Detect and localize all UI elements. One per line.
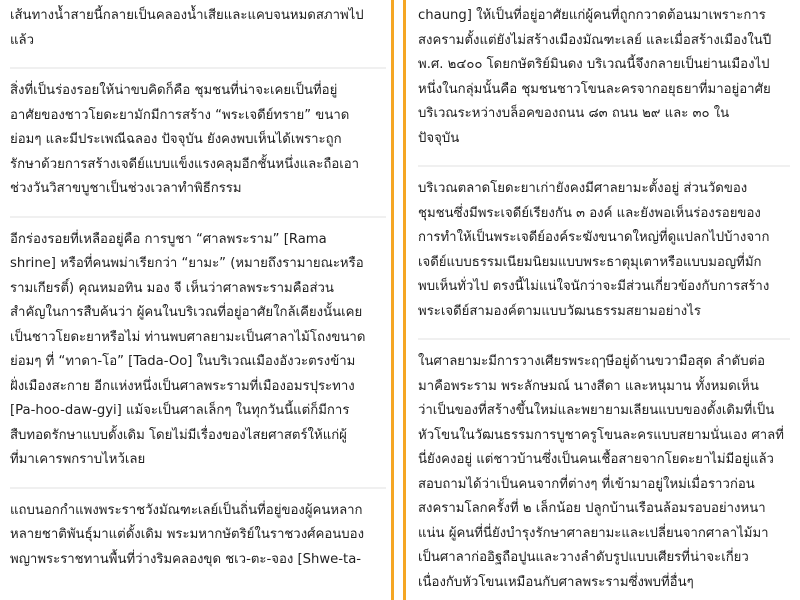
right-column bbox=[406, 0, 800, 600]
paragraph-divider bbox=[10, 487, 386, 489]
right-paragraph-1: chaung] ให้เป็นที่อยู่อาศัยแก่ผู้คนที่ถูกกวาดต้อนมาเพราะการ สงครามตั้งแต่ยังไม่สร้างเมืองมัณฑะเลย์ และเมื่อสร้างเมืองในปี พ.ศ. ๒๔๐๐ โดยกษัตริย์มินดง บริเวณนี้จึงกลายเป็นย่านเมืองไป หนึ่งในกลุ่มนั้นคือ ชุมชนชาวโขนละครจากอยุธยาที่มาอยู่อาศัย บริเวณระหว่างบล็อคของถนน ๘๓ ถนน ๒๙ และ ๓๐ ใน ปัจจุบัน bbox=[418, 8, 772, 146]
left-column-border bbox=[391, 0, 394, 600]
paragraph-divider bbox=[418, 338, 790, 340]
left-paragraph-1: เส้นทางน้ำสายนี้กลายเป็นคลองน้ำเสียและแคบจนหมดสภาพไป แล้ว bbox=[10, 8, 364, 48]
left-paragraph-4: แถบนอกกำแพงพระราชวังมัณฑะเลย์เป็นถิ่นที่อยู่ของผู้คนหลาก หลายชาติพันธุ์มาแต่ดั้งเดิม พระมหากษัตริย์ในราชวงศ์คอนบอง พญาพระราชทานพื้นที่ว่างริมคลองขุด ชเว-ตะ-จอง [Shwe-ta- bbox=[10, 502, 365, 567]
left-paragraph-2: สิ่งที่เป็นร่องรอยให้น่าขบคิดก็คือ ชุมชนที่น่าจะเคยเป็นที่อยู่ อาศัยของชาวโยดะยามักมีการสร้าง “พระเจดีย์ทราย” ขนาด ย่อมๆ และมีประเพณีฉลอง ปัจจุบัน ยังคงพบเห็นได้เพราะถูก รักษาด้วยการสร้างเจดีย์แบบแข็งแรงคลุมอีกชั้นหนึ่งและถือเอา ช่วงวันวิสาขบูชาเป็นช่วงเวลาทำพิธีกรรม bbox=[10, 83, 360, 196]
right-paragraph-2: บริเวณตลาดโยดะยาเก่ายังคงมีศาลยามะตั้งอยู่ ส่วนวัดของ ชุมชนซึ่งมีพระเจดีย์เรียงกัน ๓ องค์ และยังพอเห็นร่องรอยของ การทำให้เป็นพระเจดีย์องค์ระฆังขนาดใหญ่ที่ดูแปลกไปบ้างจาก เจดีย์แบบธรรมเนียมนิยมแบบพระธาตุมุเตาหรือแบบมอญที่มัก พบเห็นทั่วไป ตรงนี้ไม่แน่ใจนักว่าจะมีส่วนเกี่ยวข้องกับการสร้าง พระเจดีย์สามองค์ตามแบบวัฒนธรรมสยามอย่างไร bbox=[418, 181, 770, 319]
right-paragraph-3: ในศาลยามะมีการวางเศียรพระฤๅษีอยู่ด้านขวามือสุด ลำดับต่อ มาคือพระราม พระลักษมณ์ นางสีดา และหนุมาน ทั้งหมดเห็น ว่าเป็นของที่สร้างขึ้นใหม่และพยายามเลียนแบบของดั้งเดิมที่เป็น หัวโขนในวัฒนธรรมการบูชาครูโขนละครแบบสยามนั่นเอง ศาลที่ นี่ยังคงอยู่ แต่ชาวบ้านซึ่งเป็นคนเชื้อสายจากโยดะยาไม่มีอยู่แล้ว สอบถามได้ว่าเป็นคนจากที่ต่างๆ ที่เข้ามาอยู่ใหม่เมื่อราวก่อน สงครามโลกครั้งที่ ๒ เล็กน้อย ปลูกบ้านเรือนล้อมรอบอย่างหนา แน่น ผู้คนที่นี่ยังบำรุงรักษาศาลยามะและเปลี่ยนจากศาลาไม้มา เป็นศาลาก่ออิฐถือปูนและวางลำดับรูปแบบเศียรที่น่าจะเกี่ยว เนื่องกับหัวโขนเหมือนกับศาลพระรามซึ่งพบที่อื่นๆ bbox=[418, 354, 784, 590]
column-gutter bbox=[394, 0, 403, 600]
left-column bbox=[0, 0, 394, 600]
paragraph-divider bbox=[10, 216, 386, 218]
left-paragraph-3: อีกร่องรอยที่เหลืออยู่คือ การบูชา “ศาลพระราม” [Rama shrine] หรือที่คนพม่าเรียกว่า “ยามะ” (หมายถึงรามายณะหรือ รามเกียรติ์) คุณหมอทิน มอง จี เห็นว่าศาลพระรามคือส่วน สำคัญในการสืบค้นว่า ผู้คนในบริเวณที่อยู่อาศัยใกล้เคียงนั้นเคย เป็นชาวโยดะยาหรือไม่ ท่านพบศาลยามะเป็นศาลาไม้โถงขนาด ย่อมๆ ที่ “ทาดา-โอ” [Tada-Oo] ในบริเวณเมืองอังวะตรงข้าม ฝั่งเมืองสะกาย อีกแห่งหนึ่งเป็นศาลพระรามที่เมืองอมรปุระทาง [Pa-hoo-daw-gyi] แม้จะเป็นศาลเล็กๆ ในทุกวันนี้แต่ก็มีการ สืบทอดรักษาแบบดั้งเดิม โดยไม่มีเรื่องของไสยศาสตร์ให้แก่ผู้ ที่มาเคารพกราบไหว้เลย bbox=[10, 231, 366, 467]
paragraph-divider bbox=[10, 67, 386, 69]
paragraph-divider bbox=[418, 165, 790, 167]
